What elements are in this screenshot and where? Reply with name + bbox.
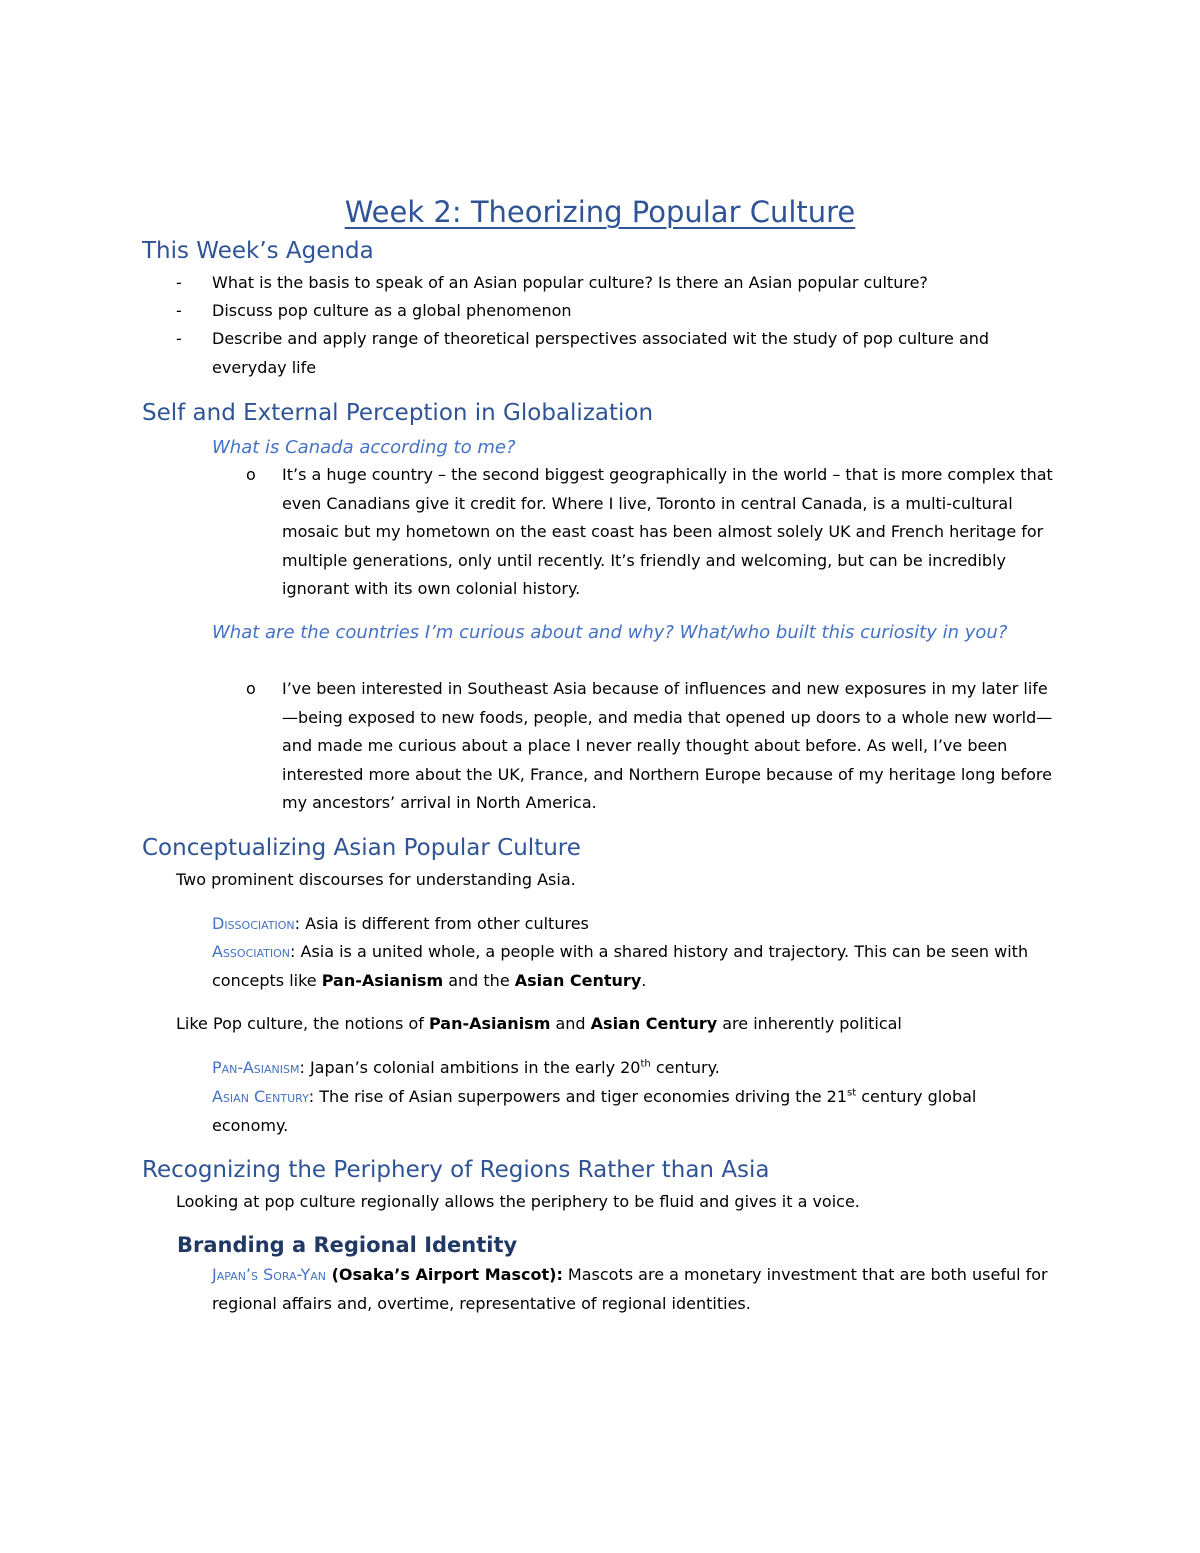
- sora-yan-definition: [212, 1261, 1052, 1318]
- political-statement: [176, 1010, 1056, 1039]
- dissociation-text: : Asia is different from other cultures: [294, 914, 589, 933]
- agenda-item-text: Describe and apply range of theoretical perspectives associated wit the study of pop culture and everyday life: [212, 329, 990, 377]
- association-text-3: .: [641, 970, 647, 990]
- branding-heading: Branding a Regional Identity: [177, 1233, 518, 1257]
- agenda-item: [176, 325, 1056, 382]
- pan-asianism-definition: [212, 1054, 1052, 1083]
- association-text-1: : Asia is a united whole, a people with a shared history and trajectory. This can be seen with concepts like: [212, 942, 1029, 990]
- pan-asianism-text-1: : Japan’s colonial ambitions in the early 20: [299, 1058, 641, 1077]
- circle-marker: o: [246, 679, 256, 698]
- answer-countries-text: I’ve been interested in Southeast Asia because of influences and new exposures in my later life—being exposed to new foods, people, and media that opened up doors to a whole new world—and made me curious about a place I never really thought about before. As well, I’ve been interested more about the UK, France, and Northern Europe because of my heritage long before my ancestors’ arrival in North America.: [282, 679, 1053, 812]
- answer-canada: [246, 461, 1062, 604]
- sora-yan-term: Japan’s Sora-Yan: [212, 1265, 327, 1284]
- association-bold-asian-century: Asian Century: [514, 970, 642, 990]
- political-text-1: Like Pop culture, the notions of: [176, 1014, 429, 1033]
- answer-countries: [246, 675, 1062, 818]
- association-term: Association: [212, 942, 291, 961]
- association-text-2: and the: [443, 970, 515, 990]
- conceptualizing-heading: Conceptualizing Asian Popular Culture: [142, 835, 581, 861]
- asian-century-definition: [212, 1083, 1052, 1140]
- agenda-item: [176, 269, 1056, 298]
- dash-marker: -: [176, 329, 182, 348]
- pan-asianism-term: Pan-Asianism: [212, 1058, 300, 1077]
- question-canada: What is Canada according to me?: [212, 437, 516, 458]
- asian-century-text-2: century global economy.: [212, 1087, 977, 1135]
- agenda-heading: This Week’s Agenda: [142, 238, 374, 264]
- association-bold-pan-asianism: Pan-Asianism: [321, 970, 444, 990]
- asian-century-text-1: : The rise of Asian superpowers and tiger economies driving the 21: [308, 1087, 848, 1106]
- political-text-3: are inherently political: [717, 1014, 902, 1033]
- perception-heading: Self and External Perception in Globalization: [142, 400, 654, 426]
- conceptualizing-intro: Two prominent discourses for understanding Asia.: [176, 870, 576, 889]
- asian-century-sup: st: [847, 1087, 857, 1099]
- dissociation-definition: [212, 910, 1052, 939]
- political-bold-pan-asianism: Pan-Asianism: [428, 1014, 551, 1033]
- answer-canada-text: It’s a huge country – the second biggest geographically in the world – that is more complex that even Canadians give it credit for. Where I live, Toronto in central Canada, is a multi-cultural mosaic but my hometown on the east coast has been almost solely UK and French heritage for multiple generations, only until recently. It’s friendly and welcoming, but can be incredibly ignorant with its own colonial history.: [282, 465, 1053, 598]
- dash-marker: -: [176, 301, 182, 320]
- periphery-intro: Looking at pop culture regionally allows the periphery to be fluid and gives it a voice.: [176, 1192, 860, 1211]
- political-text-2: and: [550, 1014, 591, 1033]
- sora-yan-text: Mascots are a monetary investment that are both useful for regional affairs and, overtime, representative of regional identities.: [212, 1265, 1048, 1313]
- circle-marker: o: [246, 465, 256, 484]
- periphery-heading: Recognizing the Periphery of Regions Rather than Asia: [142, 1157, 770, 1183]
- asian-century-term: Asian Century: [212, 1087, 309, 1106]
- agenda-item: [176, 297, 1056, 326]
- dash-marker: -: [176, 273, 182, 292]
- agenda-item-text: What is the basis to speak of an Asian popular culture? Is there an Asian popular culture?: [212, 273, 928, 292]
- dissociation-term: Dissociation: [212, 914, 295, 933]
- sora-yan-bold: (Osaka’s Airport Mascot):: [326, 1265, 563, 1284]
- question-countries: What are the countries I’m curious about and why? What/who built this curiosity in you?: [212, 622, 1008, 643]
- pan-asianism-text-2: century.: [650, 1058, 720, 1077]
- agenda-item-text: Discuss pop culture as a global phenomenon: [212, 301, 572, 320]
- political-bold-asian-century: Asian Century: [590, 1014, 718, 1033]
- document-title: Week 2: Theorizing Popular Culture: [344, 195, 856, 229]
- association-definition: [212, 938, 1052, 995]
- pan-asianism-sup: th: [640, 1058, 651, 1070]
